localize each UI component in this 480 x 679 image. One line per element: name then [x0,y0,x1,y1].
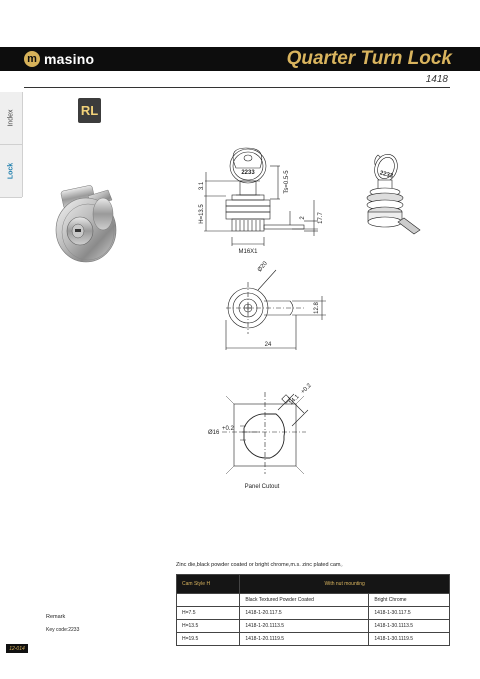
header-cam-style: Cam Style H [177,575,240,594]
dim-d20: Ø20 [256,260,269,274]
table-cell: 1418-1-30.1113.5 [369,620,450,633]
dim-h: H=13.5 [199,204,205,224]
subheader-cell: Black Textured Powder Coated [240,594,369,607]
remark-label: Remark [46,614,66,620]
side-view-drawing [204,148,318,246]
table-subheader-row [177,594,450,607]
dim-3-1: 3.1 [199,181,205,191]
material-description: Zinc die,black powder coated or bright chrome,m.s. zinc plated cam。 [176,562,346,568]
table-cell: 1418-1-20.1113.5 [240,620,369,633]
table-row [177,620,450,633]
dim-d16: Ø16 [208,430,220,436]
dim-thread: M16X1 [238,249,258,255]
page-number: 12-014 [6,644,28,653]
page-title: Quarter Turn Lock [286,48,452,69]
ordering-table [176,574,450,646]
table-row [177,633,450,646]
remark-text: Key code:2233 [46,627,80,633]
table-cell: 1418-1-30.117.5 [369,607,450,620]
table-cell: H=13.5 [177,620,240,633]
dim-2: 2 [300,216,306,220]
model-number: 1418 [425,74,448,85]
brand-name: masino [44,51,95,67]
dim-12-8: 12.8 [314,302,320,314]
table-cell: H=7.5 [177,607,240,620]
panel-cutout-label: Panel Cutout [244,484,280,490]
panel-cutout-drawing [222,392,308,474]
table-cell: 1418-1-30.1119.5 [369,633,450,646]
dim-17-7: 17.7 [318,212,324,224]
key-number-3d: 2233 [379,170,394,180]
dim-d16-tol: +0.2 [222,426,234,432]
table-cell: H=19.5 [177,633,240,646]
dim-14-1: 14.1 [288,393,301,407]
brand-logo-icon: m [24,51,40,67]
dim-ts: Ts=0.5-5 [284,170,290,194]
key-number: 2233 [241,170,255,176]
table-header-row [177,575,450,594]
dim-24: 24 [264,342,272,348]
header-mounting: With nut mounting [240,575,450,594]
front-view-drawing [226,270,326,350]
subheader-cell [177,594,240,607]
table-row [177,607,450,620]
lock-photo [56,185,116,262]
tab-lock-label: Lock [7,162,15,180]
perspective-drawing [367,151,420,234]
dim-14-1-tol: +0.2 [300,382,313,396]
table-cell: 1418-1-20.1119.5 [240,633,369,646]
rl-badge: RL [78,98,101,123]
tab-index-label: Index [7,109,15,127]
table-cell: 1418-1-20.117.5 [240,607,369,620]
subheader-cell: Bright Chrome [369,594,450,607]
